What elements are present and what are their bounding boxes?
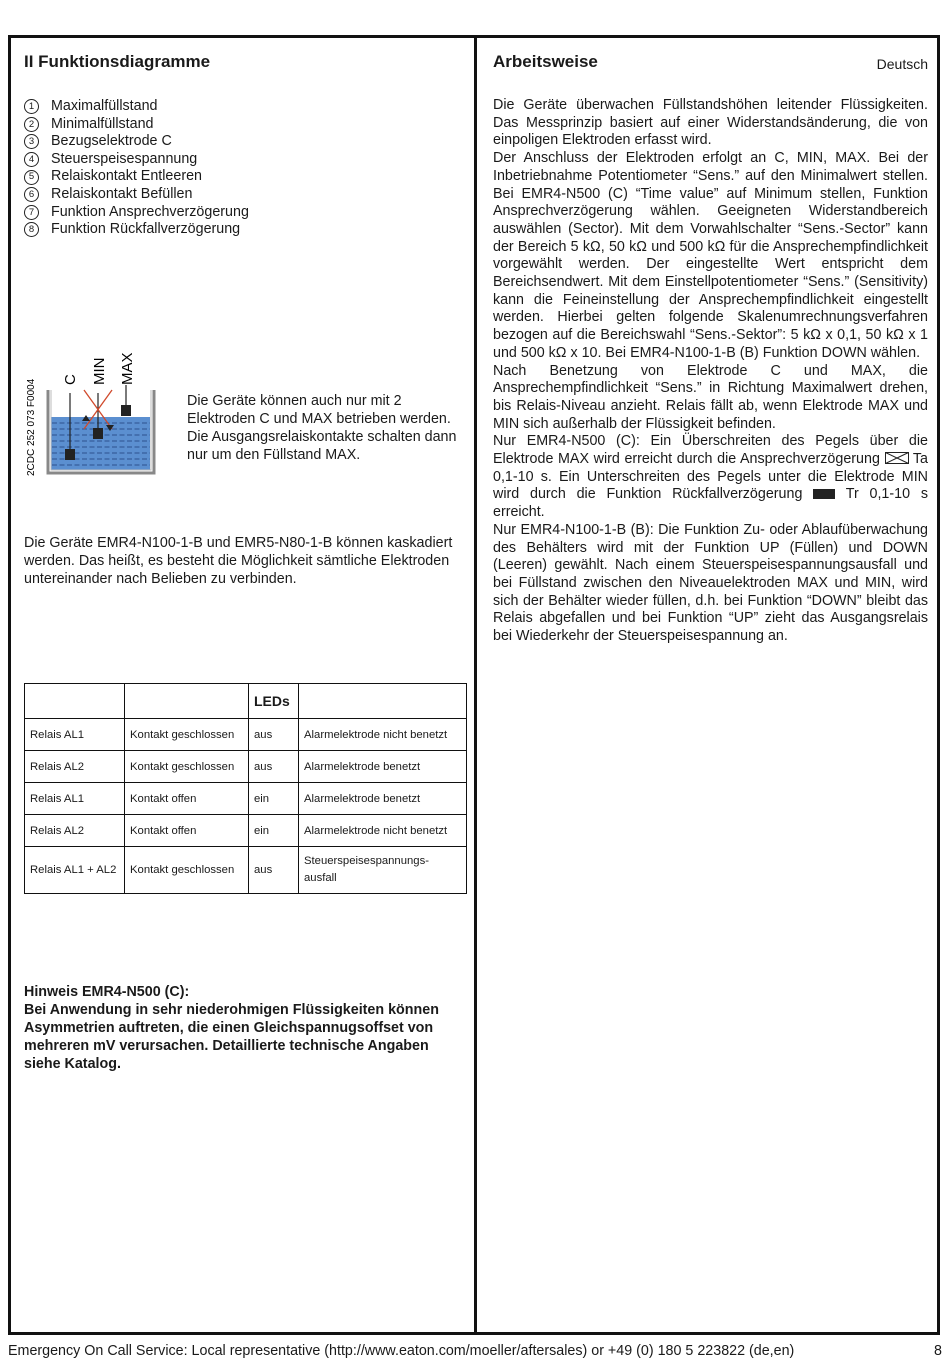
circled-number: 2 xyxy=(24,117,39,132)
legend-item xyxy=(24,98,468,116)
column-divider xyxy=(474,35,477,1335)
paragraph: Der Anschluss der Elektroden erfolgt an C, MIN, MAX. Bei der Inbetriebnahme Potentiometer “Sens.” auf den Minimalwert stellen. Bei EMR4-N500 (C) “Time value” auf Minimum stellen, Funktion Ansprechverzögerung wählen. Geeigneten Widerstandbereich auswählen (Sector). Mit dem Vorwahlschalter “Sens.-Sector” kann der Bereich 5 kΩ, 50 kΩ und 500 kΩ für die Ansprechempfindlichkeit vorgewählt werden. Der eingestellte Wert entspricht dem Bereichsendwert. Mit dem Einstellpotentiometer “Sens.” (Sensitivity) kann die Feineinstellung der Ansprechempfindlichkeit eingestellt werden. Hierbei gelten folgende Skalenumrechnungsverfahren bezogen auf die Bereichswahl “Sens.-Sektor”: 5 kΩ x 0,1, 50 kΩ x 1 und 500 kΩ x 10. Bei EMR4-N100-1-B (B) Funktion DOWN wählen. xyxy=(493,150,928,361)
table-cell: aus xyxy=(249,751,299,783)
table-row xyxy=(25,751,467,783)
table-header-row xyxy=(25,684,467,719)
circled-number: 8 xyxy=(24,222,39,237)
table-row xyxy=(25,815,467,847)
diagram-note: Die Geräte können auch nur mit 2 Elektroden C und MAX betrieben werden. Die Ausgangsrelaiskontakte schalten dann nur um den Füllstand MAX. xyxy=(187,393,457,463)
legend-text: Funktion Rückfallverzögerung xyxy=(51,221,241,238)
legend-text: Maximalfüllstand xyxy=(51,98,158,114)
body-text xyxy=(493,97,928,646)
table-cell: Kontakt offen xyxy=(125,783,249,815)
circled-number: 1 xyxy=(24,99,39,114)
page-number: 8 xyxy=(934,1343,942,1359)
circled-number: 7 xyxy=(24,205,39,220)
paragraph-part: Ta 0,1-10 s. Ein Unterschreiten des Pegels unter die Elektrode MIN wird durch die Funktion Rückfallverzögerung xyxy=(493,451,928,503)
legend-text: Steuerspeisespannung xyxy=(51,150,198,167)
table-cell: Alarmelektrode benetzt xyxy=(299,783,467,815)
left-column xyxy=(24,52,468,239)
table-cell: Kontakt offen xyxy=(125,815,249,847)
paragraph xyxy=(493,433,928,522)
table-cell: Kontakt geschlossen xyxy=(125,847,249,894)
table-cell: aus xyxy=(249,719,299,751)
legend-text: Relaiskontakt Entleeren xyxy=(51,168,202,185)
table-cell: Relais AL2 xyxy=(25,815,125,847)
legend-item xyxy=(24,168,468,186)
legend-item xyxy=(24,204,468,222)
label-min: MIN xyxy=(91,357,108,385)
table-cell: aus xyxy=(249,847,299,894)
hint-block xyxy=(24,983,464,1073)
table-header-cell xyxy=(125,684,249,719)
off-delay-symbol-icon xyxy=(813,489,835,499)
legend-item xyxy=(24,133,468,151)
circled-number: 4 xyxy=(24,152,39,167)
hint-title: Hinweis EMR4-N500 (C): xyxy=(24,984,190,1000)
section-heading-arbeitsweise: Arbeitsweise xyxy=(493,52,598,71)
section-heading-funktionsdiagramme: II Funktionsdiagramme xyxy=(24,52,211,71)
table-cell: ein xyxy=(249,815,299,847)
table-header-cell: LEDs xyxy=(249,684,299,719)
table-cell: ein xyxy=(249,783,299,815)
table-header-cell xyxy=(25,684,125,719)
table-cell: Alarmelektrode nicht benetzt xyxy=(299,719,467,751)
label-max: MAX xyxy=(119,352,136,385)
electrode-c xyxy=(65,449,75,460)
legend-text: Minimalfüllstand xyxy=(51,115,154,132)
paragraph: Nach Benetzung von Elektrode C und MAX, die Ansprechempfindlichkeit “Sens.” in Richtung Maximalwert drehen, bis Relais-Niveau anzieht. Relais fällt ab, wenn Elektrode MAX und MIN sich außerhalb der Flüssigkeit befinden. xyxy=(493,362,928,432)
hint-text: Bei Anwendung in sehr niederohmigen Flüssigkeiten können Asymmetrien auftreten, die einen Gleichspannugsoffset von mehreren mV verursachen. Detaillierte technische Angaben siehe Katalog. xyxy=(24,1002,439,1072)
legend-text: Funktion Ansprechverzögerung xyxy=(51,203,249,220)
legend-item xyxy=(24,116,468,134)
paragraph-part: Tr 0,1-10 s erreicht. xyxy=(493,486,928,521)
tank-electrode-diagram xyxy=(24,345,164,480)
legend-text: Relaiskontakt Befüllen xyxy=(51,185,193,202)
led-status-table xyxy=(24,683,467,894)
table-cell: Alarmelektrode benetzt xyxy=(299,751,467,783)
table-row xyxy=(25,719,467,751)
table-cell: Kontakt geschlossen xyxy=(125,719,249,751)
table-cell: Steuerspeisespannungs-ausfall xyxy=(299,847,467,894)
table-cell: Relais AL2 xyxy=(25,751,125,783)
legend-item xyxy=(24,186,468,204)
paragraph: Die Geräte überwachen Füllstandshöhen leitender Flüssigkeiten. Das Messprinzip basiert auf einer Widerstandsänderung, die von einpoligen Elektroden erfasst wird. xyxy=(493,97,928,149)
right-column xyxy=(493,52,928,646)
paragraph: Nur EMR4-N100-1-B (B): Die Funktion Zu- oder Ablaufüberwachung des Behälters wird mit der Funktion UP (Füllen) und DOWN (Leeren) gewählt. Nach einem Steuerspeisespannungsausfall und bei Füllstand zwischen den Niveauelektroden MAX und MIN, wird sich der Behälter wieder füllen, d.h. bei Funktion “DOWN” bleibt das Relais abgefallen und bei Funktion “UP” zieht das Ausgangsrelais bei Wiederkehr der Steuerspeisespannung an. xyxy=(493,521,928,645)
circled-number: 6 xyxy=(24,187,39,202)
circled-number: 3 xyxy=(24,134,39,149)
legend-item xyxy=(24,221,468,239)
electrode-min xyxy=(93,428,103,439)
table-cell: Relais AL1 + AL2 xyxy=(25,847,125,894)
circled-number: 5 xyxy=(24,170,39,185)
legend-list xyxy=(24,98,468,239)
electrode-max xyxy=(121,405,131,416)
table-header-cell xyxy=(299,684,467,719)
diagram-code: 2CDC 252 073 F0004 xyxy=(26,378,37,476)
table-row xyxy=(25,847,467,894)
footer-service-text: Emergency On Call Service: Local representative (http://www.eaton.com/moeller/aftersales) or +49 (0) 180 5 223822 (de,en) xyxy=(8,1343,795,1359)
legend-item xyxy=(24,151,468,169)
cascade-note: Die Geräte EMR4-N100-1-B und EMR5-N80-1-B können kaskadiert werden. Das heißt, es besteht die Möglichkeit sämtliche Elektroden untereinander nach Belieben zu verbinden. xyxy=(24,535,453,587)
table-cell: Alarmelektrode nicht benetzt xyxy=(299,815,467,847)
language-label: Deutsch xyxy=(876,56,928,72)
label-c: C xyxy=(62,374,79,385)
table-cell: Relais AL1 xyxy=(25,719,125,751)
legend-text: Bezugselektrode C xyxy=(51,133,172,150)
table-cell: Kontakt geschlossen xyxy=(125,751,249,783)
on-delay-symbol-icon xyxy=(885,452,909,464)
table-cell: Relais AL1 xyxy=(25,783,125,815)
liquid-fill xyxy=(51,417,150,470)
table-row xyxy=(25,783,467,815)
paragraph-part: Nur EMR4-N500 (C): Ein Überschreiten des Pegels über die Elektrode MAX wird erreicht durch die Ansprechverzögerung xyxy=(493,433,928,468)
